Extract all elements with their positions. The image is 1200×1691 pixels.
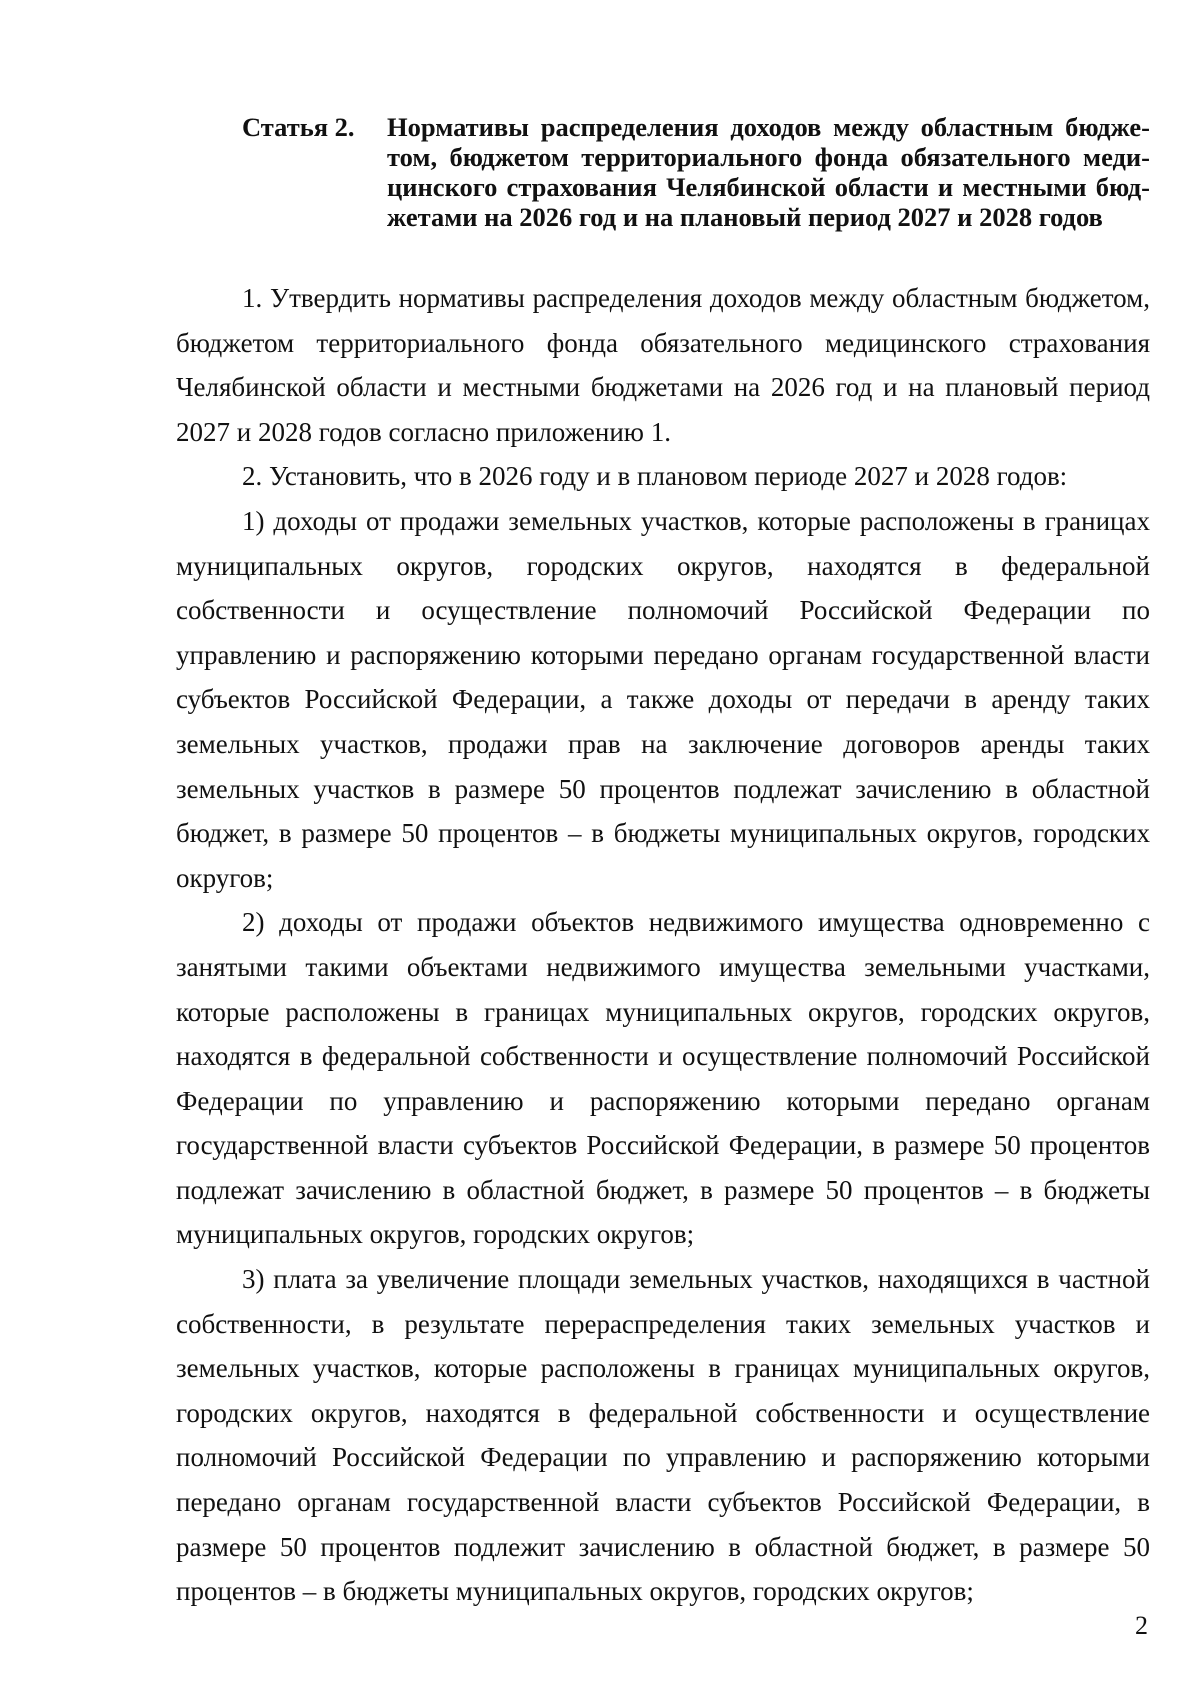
paragraph-2-item-2: 2) доходы от продажи объектов недвижимого имущества одновременно с занятыми такими объектами недвижимого имущества земельными участками, которые расположены в границах муниципальных округов, городских округов, находятся в федеральной собственности и осуществление полномочий Российской Федерации по управлению и распоряжению которыми передано органам государственной власти субъектов Российской Федерации, в размере 50 процентов подлежат зачислению в областной бюджет, в размере 50 процентов – в бюджеты муниципальных округов, городских округов; [176,907,1150,1250]
article-body [176,276,1150,1614]
page-number: 2 [1135,1611,1148,1640]
paragraph-2: 2. Установить, что в 2026 году и в плановом периоде 2027 и 2028 годов: [242,461,1068,492]
paragraph-1: 1. Утвердить нормативы распределения доходов между областным бюджетом, бюджетом территориального фонда обязательного медицинского страхования Челябинской области и местными бюджетами на 2026 год и на плановый период 2027 и 2028 годов согласно приложению 1. [176,283,1150,447]
paragraph-2-item-1: 1) доходы от продажи земельных участков, которые расположены в границах муниципальных округов, городских округов, находятся в федеральной собственности и осуществление полномочий Российской Федерации по управлению и распоряжению которыми передано органам государственной власти субъектов Российской Федерации, а также доходы от передачи в аренду таких земельных участков, продажи прав на заключение договоров аренды таких земельных участков в размере 50 процентов подлежат зачислению в областной бюджет, в размере 50 процентов – в бюджеты муниципальных округов, городских округов; [176,505,1150,893]
article-heading [242,112,1150,232]
paragraph-2-item-3: 3) плата за увеличение площади земельных участков, находящихся в частной собственности, в результате перераспределения таких земельных участков и земельных участков, которые расположены в границах муниципальных округов, городских округов, находятся в федеральной собственности и осуществление полномочий Российской Федерации по управлению и распоряжению которыми передано органам государственной власти субъектов Российской Федерации, в размере 50 процентов подлежит зачислению в областной бюджет, в размере 50 процентов – в бюджеты муниципальных округов, городских округов; [176,1264,1150,1607]
article-title: Нормативы распределения доходов между областным бюджетом, бюджетом территориального фонда обязательного медицинского страхования Челябинской области и местными бюджетами на 2026 год и на плановый период 2027 и 2028 годов [387,112,1150,232]
article-number: Статья 2. [242,112,355,142]
